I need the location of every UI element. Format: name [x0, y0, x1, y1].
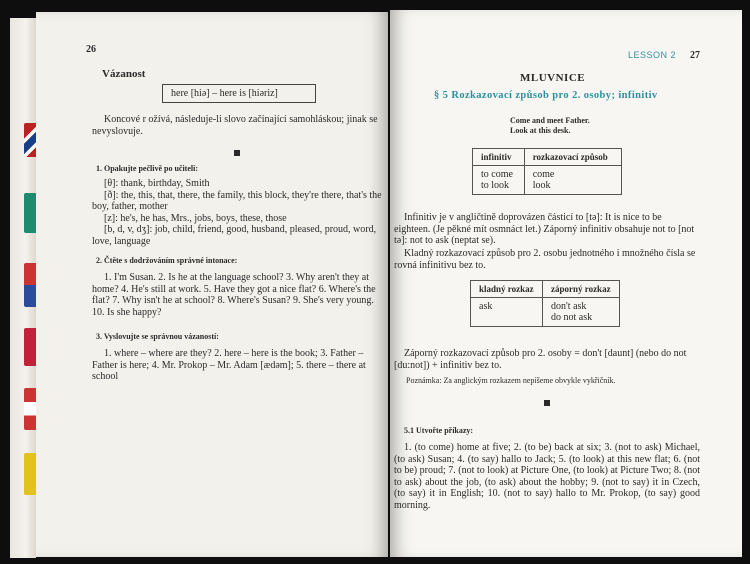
- paragraph-negative: Záporný rozkazovací způsob pro 2. osoby = don't [daunt] (nebo do not [du:not]) + infinitiv bez to.: [394, 348, 687, 371]
- exercise1-line: [b, d, v, dʒ]: job, child, friend, good, husband, pleased, proud, word, love, language: [92, 224, 377, 247]
- table-cell: ask: [471, 298, 543, 327]
- table-header: záporný rozkaz: [542, 281, 619, 298]
- infinitive-table: [472, 148, 622, 195]
- exercise1-title: 1. Opakujte pečlivě po učiteli:: [96, 164, 198, 173]
- exercise1-line: [θ]: thank, birthday, Smith: [104, 178, 210, 189]
- paragraph-infinitive: Infinitiv je v angličtině doprovázen částicí to [tə]: It is nice to be eighteen. (Je pěkné mít osmnáct let.) Záporný infinitiv obsahuje not to [not tə]: not to ask (neptat se).: [394, 212, 695, 247]
- separator-bullet: [234, 150, 240, 156]
- exercise3-text: 1. where – where are they? 2. here – here is the book; 3. Father – Father is here; 4. Mr. Prokop – Mr. Adam [ædəm]; 5. there – there at school: [92, 348, 366, 383]
- exercise2-title: 2. Čtěte s dodržováním správné intonace:: [96, 256, 238, 265]
- page-edges: [10, 18, 36, 558]
- section-title: MLUVNICE: [520, 72, 586, 84]
- exercise-title: 5.1 Utvořte příkazy:: [404, 426, 474, 435]
- example-line: Come and meet Father.: [510, 116, 590, 125]
- table-cell: come look: [524, 166, 621, 195]
- examples: [510, 116, 590, 136]
- paragraph-imperative: Kladný rozkazovací způsob pro 2. osobu jednotného i množného čísla se rovná infinitivu bez to.: [394, 248, 696, 271]
- exercise1-line: [ð]: the, this, that, there, the family, this block, they're there, that's the boy, father, mother: [92, 189, 382, 213]
- table-cell: to come to look: [473, 166, 525, 195]
- left-page: [36, 12, 388, 557]
- table-header: kladný rozkaz: [471, 281, 543, 298]
- example-line: Look at this desk.: [510, 126, 571, 135]
- table-header: infinitiv: [473, 149, 525, 166]
- note: Poznámka: Za anglickým rozkazem nepíšeme obvykle vykřičník.: [406, 376, 616, 385]
- page-number: 26: [86, 44, 96, 55]
- exercise1-body: [92, 178, 386, 248]
- boxed-example: here [hiə] – here is [hiəriz]: [162, 84, 316, 103]
- exercise1-line: [z]: he's, he has, Mrs., jobs, boys, these, those: [104, 212, 287, 224]
- lesson-label: LESSON 2: [628, 50, 677, 60]
- exercise-text: 1. (to come) home at five; 2. (to be) back at six; 3. (not to ask) Michael, (to ask) Susan; 4. (to say) hallo to Jack; 5. (to look) at this new flat; 6. (not to be) proud; 7. (not to look) at Picture One, (to look) at Picture Two; 8. (not to ask) about the job, (to ask) about the hobby; 9. (not to say) it in Czech, (to say) it in English; 10. (not to say) hallo to Mr. Prokop, (to say) good morning.: [394, 442, 700, 511]
- exercise2-text: 1. I'm Susan. 2. Is he at the language school? 3. Why aren't they at home? 4. He's still at work. 5. Have they got a nice flat? 6. Where's the flat? 7. Why isn't he at school? 8. Where's Susan? 9. She's very young. 10. Is she happy?: [92, 272, 376, 318]
- right-page: [390, 10, 742, 557]
- table-cell: don't ask do not ask: [542, 298, 619, 327]
- separator-bullet: [544, 400, 550, 406]
- table-header: rozkazovací způsob: [524, 149, 621, 166]
- intro-text: Koncové r ožívá, následuje-li slovo začínající samohláskou; jinak se nevyslovuje.: [92, 114, 378, 137]
- subsection-title: § 5 Rozkazovací způsob pro 2. osoby; infinitiv: [434, 90, 658, 101]
- exercise3-title: 3. Vyslovujte se správnou vázaností:: [96, 332, 219, 341]
- section-heading: Vázanost: [102, 68, 146, 80]
- page-number: 27: [690, 50, 700, 61]
- imperative-table: [470, 280, 620, 327]
